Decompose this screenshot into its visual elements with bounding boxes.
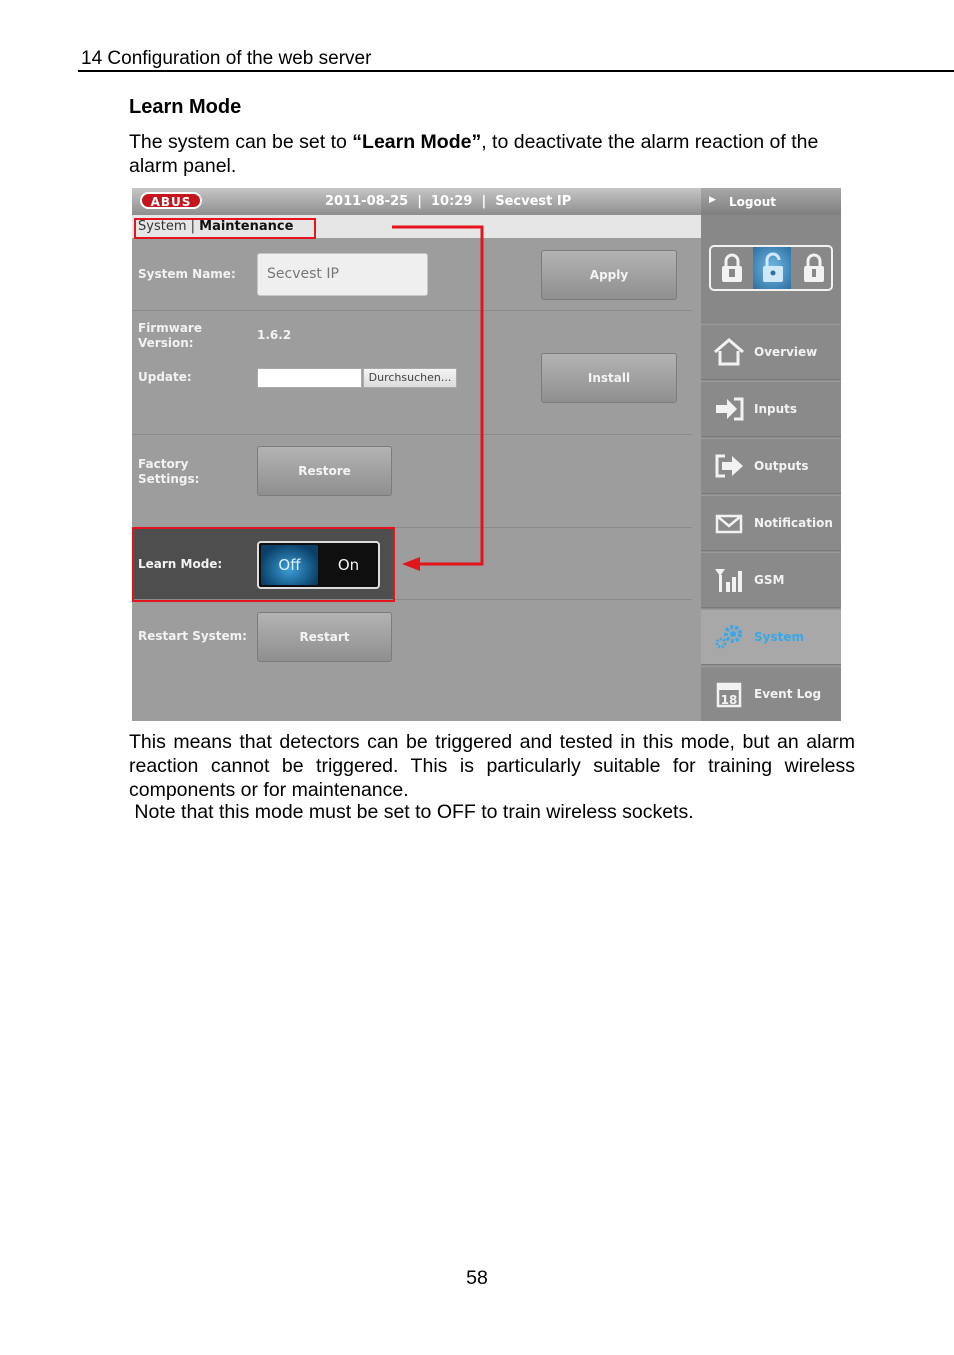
- system-name-label: System Name:: [138, 267, 236, 281]
- toggle-off-option[interactable]: Off: [261, 545, 318, 585]
- nav-item-overview[interactable]: [701, 324, 841, 380]
- web-ui-screenshot: [132, 188, 841, 721]
- nav-item-outputs[interactable]: [701, 438, 841, 494]
- restart-button[interactable]: Restart: [257, 612, 392, 662]
- lock-closed-icon[interactable]: [717, 251, 747, 285]
- note-text: Note that this mode must be set to OFF to train wireless sockets.: [129, 801, 694, 823]
- learn-mode-label: Learn Mode:: [138, 557, 223, 571]
- gears-icon: [713, 623, 745, 651]
- nav-item-gsm[interactable]: [701, 552, 841, 608]
- restore-button[interactable]: Restore: [257, 446, 392, 496]
- logout-link[interactable]: Logout: [729, 195, 777, 209]
- calendar-icon: [713, 680, 745, 708]
- home-icon: [713, 338, 745, 366]
- body-paragraph: [129, 730, 855, 802]
- envelope-icon: [713, 509, 745, 537]
- play-icon: ▶: [709, 195, 716, 205]
- right-nav-panel: [701, 188, 841, 721]
- firmware-version-value: 1.6.2: [257, 328, 292, 342]
- toggle-on-option[interactable]: On: [337, 556, 360, 574]
- annotation-arrow: [392, 224, 492, 574]
- nav-label: Outputs: [754, 459, 809, 473]
- nav-label: Overview: [754, 345, 818, 359]
- top-bar: [132, 188, 701, 215]
- page-header: 14 Configuration of the web server: [81, 48, 372, 69]
- header-rule: [78, 70, 954, 72]
- nav-item-system[interactable]: [701, 609, 841, 665]
- lock-closed-icon[interactable]: [799, 251, 829, 285]
- learn-mode-highlight: [132, 527, 395, 602]
- breadcrumb-page: Maintenance: [199, 219, 294, 234]
- intro-text-after: , to deactivate the alarm reaction of the alarm panel.: [129, 131, 819, 177]
- nav-label: Notification: [754, 516, 833, 530]
- browse-button[interactable]: Durchsuchen...: [363, 368, 457, 388]
- update-label: Update:: [138, 370, 192, 384]
- nav-label: Event Log: [754, 687, 822, 701]
- intro-paragraph: [129, 130, 859, 178]
- intro-text-before: The system can be set to: [129, 131, 353, 153]
- signal-icon: [713, 566, 745, 594]
- nav-label: System: [754, 630, 804, 644]
- breadcrumb-separator: |: [186, 219, 200, 234]
- breadcrumb-section[interactable]: System: [138, 219, 187, 234]
- svg-text:18: 18: [720, 693, 738, 707]
- abus-logo: ABUS: [140, 192, 202, 209]
- nav-item-event-log[interactable]: [701, 666, 841, 721]
- date-time-device: 2011-08-25 | 10:29 | Secvest IP: [325, 194, 572, 209]
- intro-text-bold: “Learn Mode”: [352, 131, 482, 153]
- nav-label: Inputs: [754, 402, 798, 416]
- install-button[interactable]: Install: [541, 353, 677, 403]
- restart-system-label: Restart System:: [138, 629, 247, 643]
- nav-item-inputs[interactable]: [701, 381, 841, 437]
- system-name-input[interactable]: Secvest IP: [257, 253, 428, 296]
- arm-state-switch[interactable]: [709, 245, 833, 291]
- apply-button[interactable]: Apply: [541, 250, 677, 300]
- factory-settings-label: Factory Settings:: [138, 457, 200, 486]
- output-arrow-icon: [713, 452, 745, 480]
- nav-label: GSM: [754, 573, 785, 587]
- lock-open-icon[interactable]: [758, 251, 788, 285]
- update-file-input[interactable]: [257, 368, 362, 388]
- breadcrumb-highlight: [134, 218, 316, 239]
- section-title: Learn Mode: [129, 96, 242, 118]
- firmware-label: Firmware Version:: [138, 321, 202, 350]
- page-number: 58: [466, 1267, 488, 1289]
- body-text: This means that detectors can be triggered and tested in this mode, but an alarm reaction cannot be triggered. This is particularly suitable for training wireless components or for maintenance.: [129, 731, 855, 801]
- input-arrow-icon: [713, 395, 745, 423]
- nav-item-notification[interactable]: [701, 495, 841, 551]
- logout-bar[interactable]: [701, 188, 841, 215]
